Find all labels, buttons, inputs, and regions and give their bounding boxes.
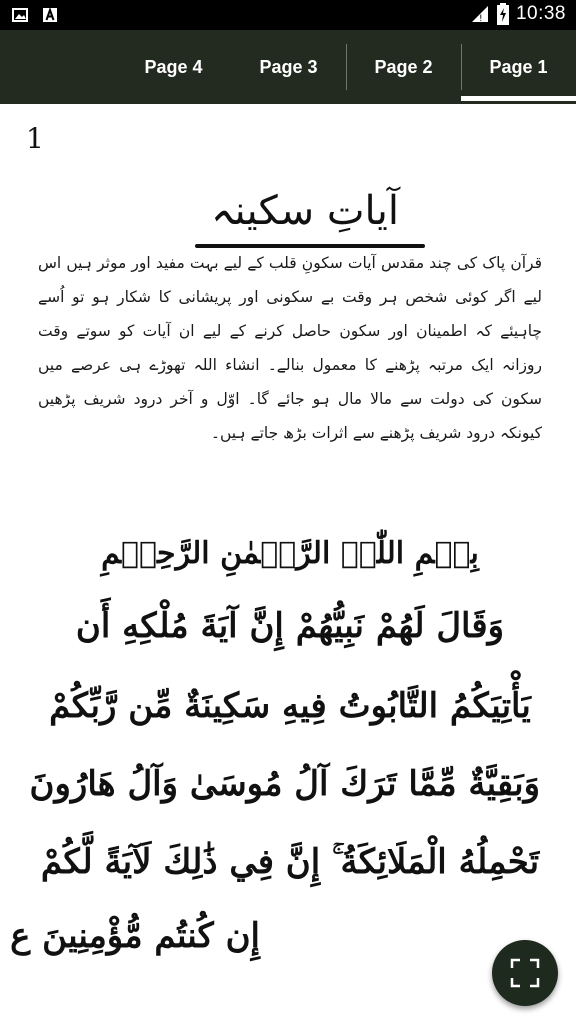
image-icon <box>12 7 28 23</box>
verse-line-bismillah: بِسۡمِ اللّٰہِ الرَّحۡمٰنِ الرَّحِیۡمِ <box>101 536 479 571</box>
status-bar <box>0 0 576 30</box>
page-number: 1 <box>26 122 44 155</box>
tab-page-4[interactable]: Page 4 <box>144 56 203 77</box>
tab-page-3[interactable]: Page 3 <box>259 56 318 77</box>
verse-line: إِن كُنتُم مُّؤْمِنِينَ ع <box>10 916 260 956</box>
svg-text:!: ! <box>478 14 483 24</box>
fullscreen-button[interactable] <box>492 940 558 1006</box>
page-tab-bar <box>0 30 576 104</box>
intro-paragraph: قرآن پاک کی چند مقدس آیات سکونِ قلب کے لیے بہت مفید اور موثر ہیں اس لیے اگر کوئی شخص ہر وقت بے سکونی اور پریشانی کا شکار ہو تو اُسے چاہیئے کہ اطمینان اور سکون حاصل کرنے کے لیے ان آیات کو سوتے وقت روزانہ ایک مرتبہ پڑھنے کا معمول بنالے۔ انشاء اللہ تھوڑے ہی عرصے میں سکون کی دولت سے مالا مال ہو جائے گا۔ اوّل و آخر درود شریف پڑھیں کیونکہ درود شریف پڑھنے سے اثرات بڑھ جاتے ہیں۔ <box>38 254 542 442</box>
tab-page-2[interactable]: Page 2 <box>374 56 433 77</box>
fullscreen-icon <box>509 957 541 989</box>
wifi-signal-icon <box>470 4 490 24</box>
selected-tab-indicator <box>461 96 576 101</box>
tab-page-1[interactable]: Page 1 <box>489 56 548 77</box>
clock-time: 10:38 <box>515 3 566 24</box>
page-content[interactable] <box>0 104 576 1024</box>
verse-line: وَبَقِيَّةٌ مِّمَّا تَرَكَ آلُ مُوسَىٰ وَآلُ هَارُونَ <box>29 764 540 804</box>
verse-line: تَحْمِلُهُ الْمَلَائِكَةُ ۚ إِنَّ فِي ذَٰلِكَ لَآيَةً لَّكُمْ <box>40 842 540 882</box>
page-heading: آیاتِ سکینہ <box>211 188 399 234</box>
letter-a-icon <box>42 7 58 23</box>
verse-line: وَقَالَ لَهُمْ نَبِيُّهُمْ إِنَّ آيَةَ مُلْكِهِ أَن <box>75 606 505 646</box>
battery-charging-icon <box>496 3 510 25</box>
verse-line: يَأْتِيَكُمُ التَّابُوتُ فِيهِ سَكِينَةٌ مِّن رَّبِّكُمْ <box>49 686 531 726</box>
